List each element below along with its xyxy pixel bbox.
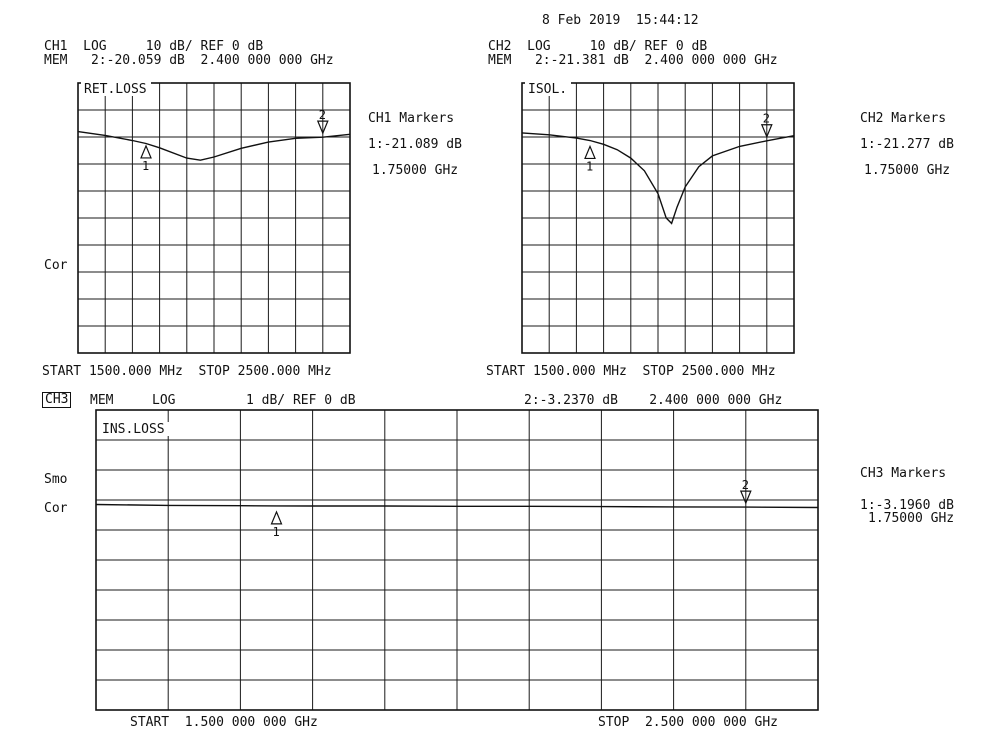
ch1-marker-freq: 1.75000 GHz xyxy=(372,163,459,178)
ch1-trace-label: RET.LOSS xyxy=(84,82,147,97)
ch2-header-line2: MEM 2:-21.381 dB 2.400 000 000 GHz xyxy=(488,53,778,68)
ch3-trace-label: INS.LOSS xyxy=(102,422,165,437)
marker-1 xyxy=(141,146,151,173)
ch3-marker2-readout: 2:-3.2370 dB 2.400 000 000 GHz xyxy=(524,393,783,408)
marker-2-number: 2 xyxy=(318,108,327,123)
ch2-start-stop: START 1500.000 MHz STOP 2500.000 MHz xyxy=(486,364,776,379)
marker-1 xyxy=(585,146,595,173)
ch3-log-label: LOG xyxy=(152,393,176,408)
marker-1-triangle xyxy=(272,512,282,524)
ch2-markers-title: CH2 Markers xyxy=(860,111,947,126)
ch2-trace-label: ISOL. xyxy=(528,82,568,97)
ch1-plot xyxy=(78,82,350,353)
ch3-marker-freq: 1.75000 GHz xyxy=(868,511,955,526)
marker-1-number: 1 xyxy=(272,524,280,539)
ch3-channel-box: CH3 xyxy=(42,392,71,408)
ch1-header-line2: MEM 2:-20.059 dB 2.400 000 000 GHz xyxy=(44,53,334,68)
ch1-markers xyxy=(141,108,328,173)
ch2-marker-freq: 1.75000 GHz xyxy=(864,163,951,178)
ch2-marker-value: 1:-21.277 dB xyxy=(860,137,954,152)
ch3-marker-value: 1:-3.1960 dB xyxy=(860,498,954,513)
ch3-markers-title: CH3 Markers xyxy=(860,466,947,481)
ch2-plot xyxy=(522,82,794,353)
marker-1-triangle xyxy=(585,146,595,158)
ch3-smo-label: Smo xyxy=(44,472,68,487)
marker-1 xyxy=(272,512,282,539)
marker-2-number: 2 xyxy=(762,111,771,126)
ch1-header-line1: CH1 LOG 10 dB/ REF 0 dB xyxy=(44,39,264,54)
ch1-marker-value: 1:-21.089 dB xyxy=(368,137,462,152)
marker-1-triangle xyxy=(141,146,151,158)
timestamp: 8 Feb 2019 15:44:12 xyxy=(542,13,699,28)
ch3-start-label: START 1.500 000 000 GHz xyxy=(130,715,318,730)
ch1-grid xyxy=(78,83,350,353)
marker-1-number: 1 xyxy=(142,158,150,173)
marker-2-number: 2 xyxy=(741,478,750,493)
ch1-cor-label: Cor xyxy=(44,258,68,273)
ch3-stop-label: STOP 2.500 000 000 GHz xyxy=(598,715,779,730)
ch3-cor-label: Cor xyxy=(44,501,68,516)
ch1-markers-title: CH1 Markers xyxy=(368,111,455,126)
marker-1-number: 1 xyxy=(586,159,594,174)
ch3-scale-label: 1 dB/ REF 0 dB xyxy=(246,393,356,408)
ch2-header-line1: CH2 LOG 10 dB/ REF 0 dB xyxy=(488,39,708,54)
ch3-mem-label: MEM xyxy=(90,393,114,408)
ch1-start-stop: START 1500.000 MHz STOP 2500.000 MHz xyxy=(42,364,332,379)
ch3-grid xyxy=(96,410,818,710)
ch3-plot xyxy=(96,410,818,710)
ch2-grid xyxy=(522,83,794,353)
